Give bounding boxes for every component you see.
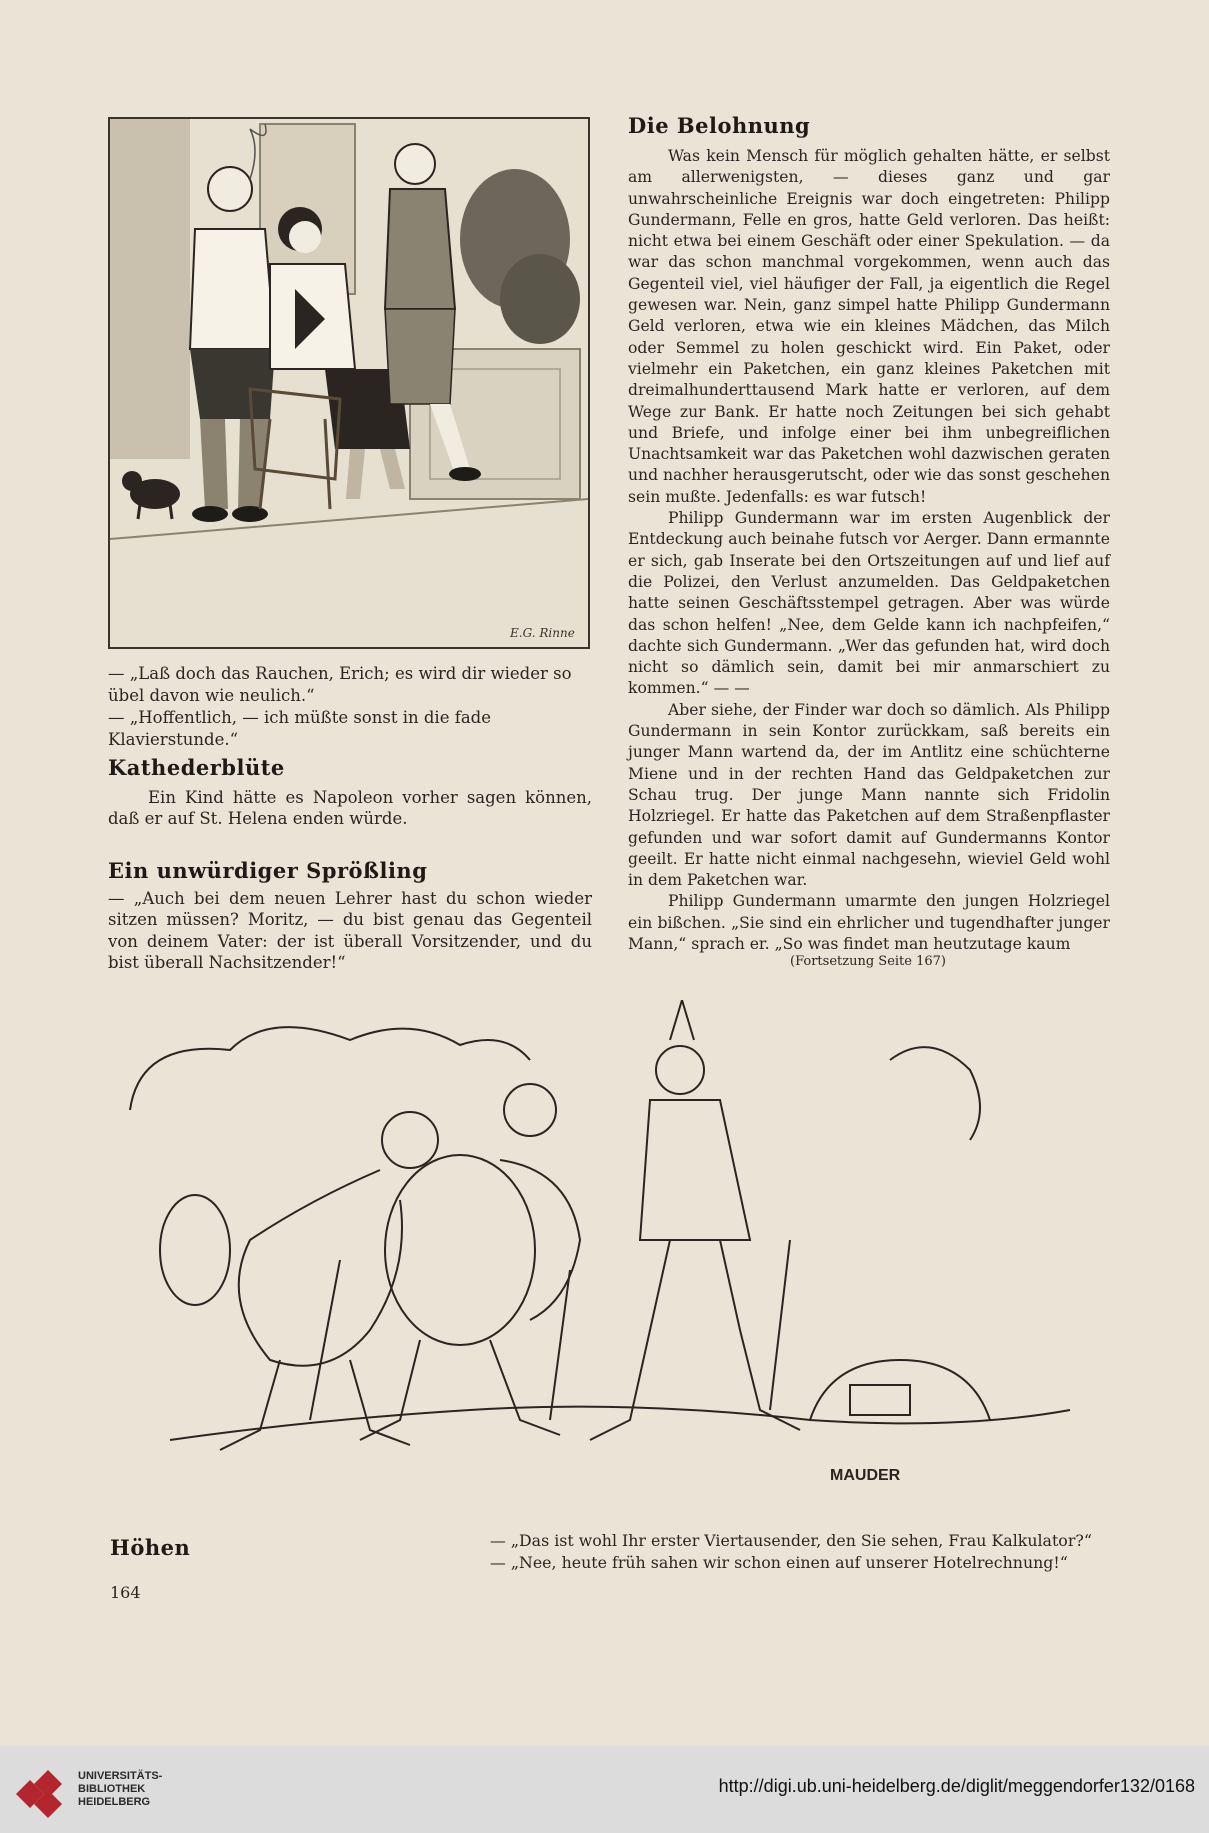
library-name-line1: UNIVERSITÄTS- [78,1770,163,1782]
story-paragraph-3: Aber siehe, der Finder war doch so dämlich. Als Philipp Gundermann in sein Kontor zurückkam, saß bereits ein junger Mann wartend da, der im Antlitz eine schüchterne Miene und in der rechten Hand das Geldpaketchen zur Schau trug. Der junge Mann nannte sich Fridolin Holzriegel. Er hatte das Paketchen auf dem Straßenpflaster gefunden und war sofort damit auf Gundermanns Kontor geeilt. Er hatte nicht einmal nachgesehn, wieviel Geld wohl in dem Paketchen war. [628,700,1110,890]
heading-hoehen: Höhen [110,1535,191,1560]
heading-sproessling: Ein unwürdiger Sprößling [108,858,428,883]
story-paragraph-1: Was kein Mensch für möglich gehalten hätte, er selbst am allerwenigsten, — dieses ganz und gar unwahrscheinliche Ereignis war doch eingetreten: Philipp Gundermann, Felle en gros, hatte Geld verloren. Das heißt: nicht etwa bei einem Geschäft oder einer Spekulation. — da war das schon manchmal vorgekommen, wenn auch das Gegenteil viel, viel häufiger der Fall, ja eigentlich die Regel gewesen war. Nein, ganz simpel hatte Philipp Gundermann Geld verloren, etwa wie ein kleines Mädchen, das Milch oder Semmel zu holen geschickt wird. Ein Paket, oder vielmehr ein Paketchen, ein ganz kleines Paketchen mit dreimalhunderttausend Mark hatte er verloren, auf dem Wege zur Bank. Er hatte noch Zeitungen bei sich gehabt und Briefe, und infolge einer bei ihm unbegreiflichen Unachtsamkeit war das Paketchen wohl dazwischen geraten und nachher herausgerutscht, oder wie das sonst geschehen sein mußte. Jedenfalls: es war futsch! [628,147,1110,506]
heading-kathederbluete: Kathederblüte [108,755,285,780]
library-name-line3: HEIDELBERG [78,1796,151,1808]
illustration-top-signature: E.G. Rinne [510,626,575,640]
library-name-line2: BIBLIOTHEK [78,1783,146,1795]
story-belohnung [628,146,1110,955]
caption-smoking [108,663,592,751]
story-continuation-note: (Fortsetzung Seite 167) [790,954,946,969]
illustration-hikers-drawing [110,1000,1110,1500]
caption-hoehen-line2: — „Nee, heute früh sahen wir schon einen auf unserer Hotelrechnung!“ [490,1553,1068,1572]
heading-belohnung: Die Belohnung [628,113,811,138]
caption-smoking-line2: — „Hoffentlich, — ich müßte sonst in die fade Klavierstunde.“ [108,708,491,749]
source-url-link[interactable]: http://digi.ub.uni-heidelberg.de/diglit/meggendorfer132/0168 [718,1776,1195,1796]
footer-bar [0,1746,1209,1833]
story-paragraph-4: Philipp Gundermann umarmte den jungen Holzriegel ein bißchen. „Sie sind ein ehrlicher und tugendhafter junger Mann,“ sprach er. „So was findet man heutzutage kaum [628,892,1110,953]
illustration-bottom-signature: MAUDER [830,1467,901,1484]
caption-hoehen [490,1530,1110,1574]
caption-smoking-line1: — „Laß doch das Rauchen, Erich; es wird dir wieder so übel davon wie neulich.“ [108,664,572,705]
illustration-hikers [110,1000,1110,1500]
illustration-smoking-scene [108,117,590,649]
text-sproessling: — „Auch bei dem neuen Lehrer hast du schon wieder sitzen müssen? Moritz, — du bist genau das Gegenteil von deinem Vater: der ist überall Vorsitzender, und du bist überall Nachsitzender!“ [108,889,592,973]
library-name [78,1770,162,1809]
page-number: 164 [110,1583,141,1602]
caption-hoehen-line1: — „Das ist wohl Ihr erster Viertausender, den Sie sehen, Frau Kalkulator?“ [490,1531,1092,1550]
university-logo-icon [12,1764,68,1820]
illustration-smoking-drawing [110,119,588,647]
text-kathederbluete: Ein Kind hätte es Napoleon vorher sagen können, daß er auf St. Helena enden würde. [108,788,592,829]
story-paragraph-2: Philipp Gundermann war im ersten Augenblick der Entdeckung auch beinahe futsch vor Aerger. Dann ermannte er sich, gab Inserate bei den Ortszeitungen auf und lief auf die Polizei, den Verlust anzumelden. Das Geldpaketchen hatte seinen Geschäftsstempel getragen. Aber was würde das schon helfen! „Nee, dem Gelde kann ich nachpfeifen,“ dachte sich Gundermann. „Wer das gefunden hat, wird doch nicht so dämlich sein, damit bei mir anmarschiert zu kommen.“ — — [628,509,1110,698]
